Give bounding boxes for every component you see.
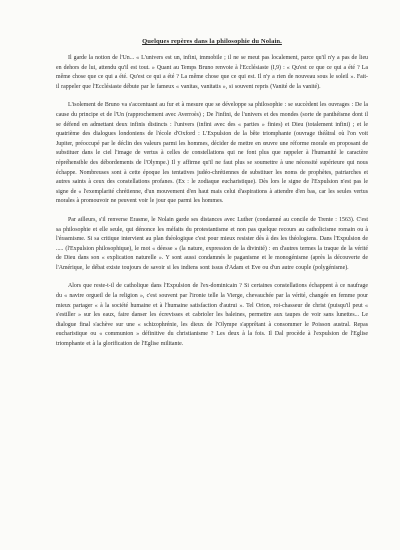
- paragraph-2: L'isolement de Bruno va s'accentuant au fur et à mesure que se développe sa philosophie : se succèdent les ouvrages : De la cause du principe et de l'Un (rapprochement avec Averroès) ; De l'infini, de l'univers et des mondes (sorte de panthéisme dont il se défend en admettant deux infinis distincts : l'univers (infini avec des « parties » finies) et Dieu (totalement infini) ; et le quatrième des dialogues londoniens de l'école d'Oxford : L'Expulsion de la bête triomphante (ouvrage théâtral où l'on voit Jupiter, préoccupé par le déclin des valeurs parmi les hommes, décider de mettre en œuvre une réforme morale en proposant de substituer dans le ciel l'image de vertus à celles de constellations qui ne font plus que rappeler à l'humanité le caractère répréhensible des débordements de l'Olympe.) Il y affirme qu'il ne faut plus se soumettre à une nécessité supérieure qui nous échappe. Nombreuses sont à cette époque les tentatives judéo-chrétiennes de substituer les noms de prophètes, patriarches et autres saints à ceux des constellations profanes. (Ex : le zodiaque eucharistique). Dès lors le signe de l'Expulsion n'est pas le signe de « l'exemplarité chrétienne, d'un mouvement d'en haut mais celui d'aspirations à attendre d'en bas, car les seules vertus morales à promouvoir ne peuvent voir le jour que parmi les hommes.: [56, 102, 368, 205]
- document-title: Quelques repères dans la philosophie du Nolain.: [142, 38, 282, 45]
- paragraph-1: Il garde la notion de l'Un... « L'univers est un, infini, immobile ; il ne se meut pas localement, parce qu'il n'y a pas de lieu en dehors de lui, attendu qu'il est tout. » Quant au Temps Bruno renvoie à l'Ecclésiaste (I,9) : « Qu'est ce que ce qui a été ? La même chose que ce qui a été. Qu'est ce qui a été ? La même chose que ce qui est. Il n'y a rien de nouveau sous le soleil ». Fait-il rappeler que l'Ecclésiaste débute par le fameux « vanitas, vanitatis », si souvent repris (Vanité de la vanité).: [56, 55, 368, 90]
- paragraph-4: Alors que reste-t-il de catholique dans l'Expulsion de l'ex-dominicain ? Si certaines constellations échappent à ce naufrage du « navire orgueil de la religion », c'est souvent par l'ironie telle la Vierge, chevauchée par la vérité, changée en femme pour mieux partager « à la société humaine et à l'humaine satisfaction d'autrui ». Tel Orion, roi-chasseur de christ (puisqu'il peut « s'estiller » sur les eaux, faire danser les écrevisses et cabrioler les baleines, permettre aux taupes de voir sans lunettes... Le dialogue final s'achève sur une « schizophrénie, les dieux de l'Olympe s'apprêtant à consommer le Poisson austral. Repas eucharistique ou « communion » définitive du christianisme ? Les deux à la fois. Il Dal procède à l'expulsion de l'Eglise triomphante et à la glorification de l'Eglise militante.: [56, 283, 368, 348]
- paragraph-3: Par ailleurs, s'il renverse Erasme, le Nolain garde ses distances avec Luther (condamné au concile de Trente : 1563). C'est sa philosophie et elle seule, qui dénonce les méfaits du protestantisme et non pas quelque recours au catholicisme romain ou à l'érasmisme. Si sa critique intervient au plan théologique c'est pour mieux resister dès à des les théologiens. Dans l'Expulsion de ..... (l'Expulsion philosophique), le mot « déesse » (la nature, expression de la divinité) : en d'autres termes la traque de la vérité de Dieu dans son « explication naturelle ». Y sont aussi condamnés le paganisme et le monogénisme (après la découverte de l'Amérique, le débat existe toujours de savoir si les indiens sont issus d'Adam et Eve ou d'un autre couple (polygénisme).: [56, 216, 368, 271]
